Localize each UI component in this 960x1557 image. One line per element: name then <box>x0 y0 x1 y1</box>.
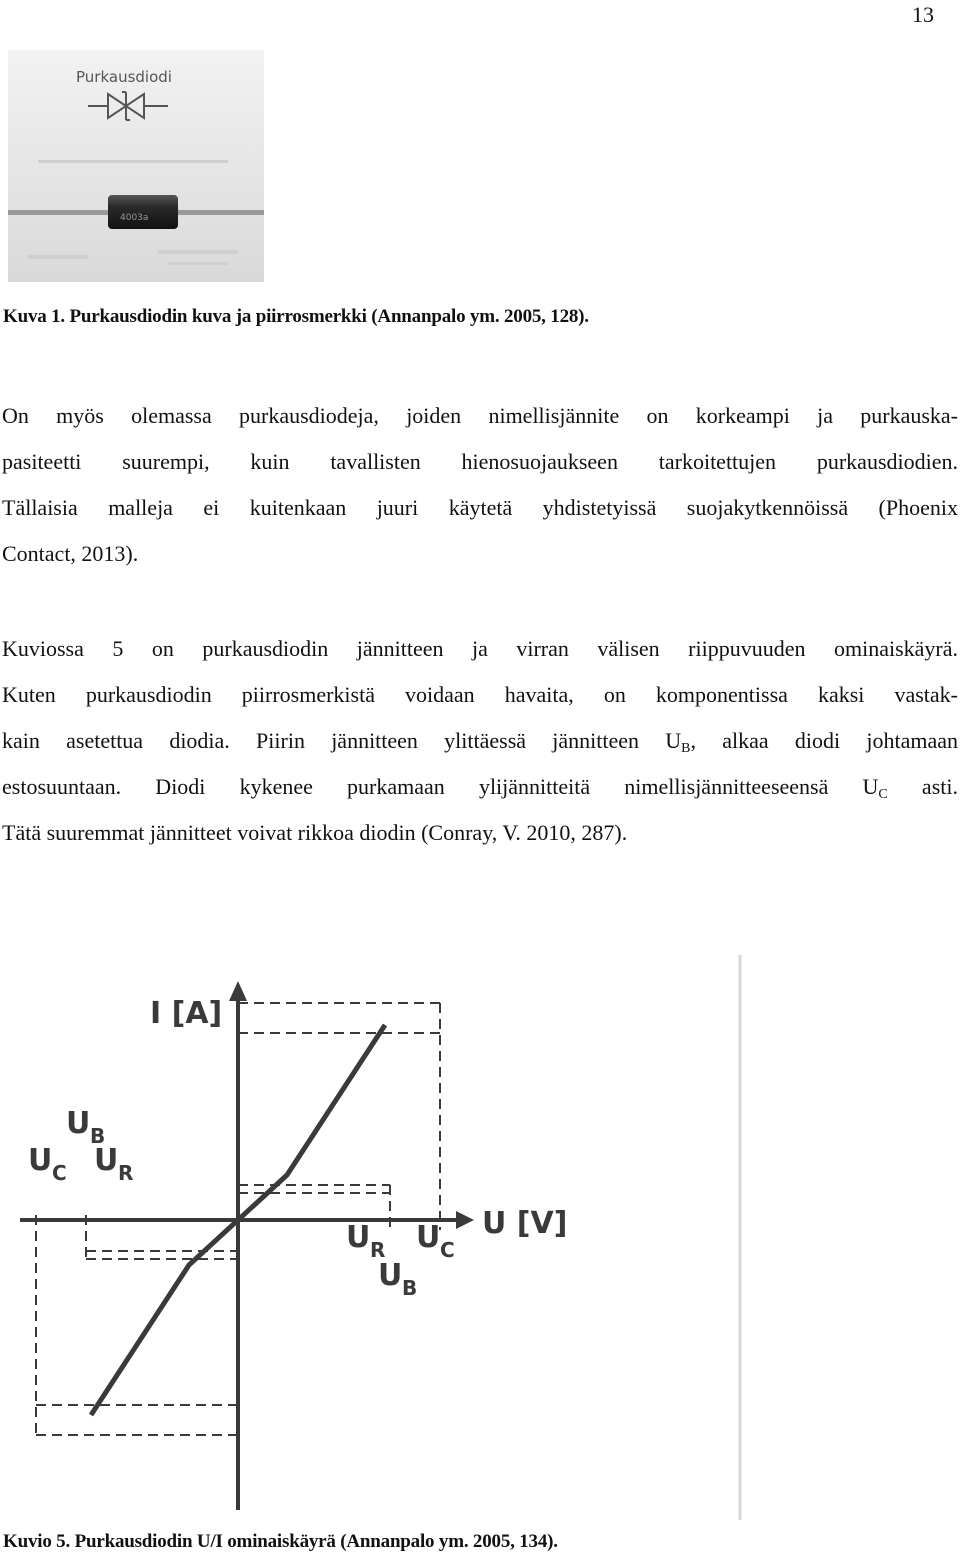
label-ur-pos-subscript: R <box>370 1238 386 1262</box>
surge-diode-photo <box>8 50 264 282</box>
label-uc-neg-letter: U <box>28 1143 53 1178</box>
paragraph-2-line: Kuten purkausdiodin piirrosmerkistä voidaan havaita, on komponentissa kaksi vastak- <box>2 682 958 707</box>
component-marking: 4003a <box>120 213 149 223</box>
diode-body <box>108 195 178 229</box>
symbol-label: Purkausdiodi <box>76 68 172 86</box>
label-ub-pos-subscript: B <box>402 1276 418 1300</box>
paragraph-2-line: Tätä suuremmat jännitteet voivat rikkoa diodin (Conray, V. 2010, 287). <box>2 820 628 845</box>
y-axis-label: I [A] <box>150 996 223 1031</box>
label-ur-neg-letter: U <box>94 1143 119 1178</box>
paragraph-1-line: Contact, 2013). <box>2 541 139 566</box>
page-number: 13 <box>912 2 934 27</box>
paragraph-2-line: Kuviossa 5 on purkausdiodin jännitteen ja virran välisen riippuvuuden ominaiskäyrä. <box>2 636 958 661</box>
label-ur-neg-subscript: R <box>118 1161 134 1185</box>
label-uc-neg-subscript: C <box>52 1161 67 1185</box>
paragraph-1-line: pasiteetti suurempi, kuin tavallisten hienosuojaukseen tarkoitettujen purkausdiodien. <box>2 449 958 474</box>
x-axis-arrow <box>456 1211 474 1229</box>
label-uc-pos-letter: U <box>416 1220 441 1255</box>
label-ub-neg-letter: U <box>66 1106 91 1141</box>
x-axis-label: U [V] <box>482 1206 568 1241</box>
paragraph-2-line: kain asetettua diodia. Piirin jännitteen ylittäessä jännitteen $U_B$, alkaa diodi johtamaan <box>2 728 959 756</box>
paragraph-2-line: estosuuntaan. Diodi kykenee purkamaan ylijännitteitä nimellisjännitteeseensä $U_C$ asti. <box>2 774 958 802</box>
paragraph-1 <box>2 393 958 577</box>
figure2-caption: Kuvio 5. Purkausdiodin U/I ominaiskäyrä (Annanpalo ym. 2005, 134). <box>3 1531 558 1552</box>
label-ub-pos-letter: U <box>378 1258 403 1293</box>
y-axis-arrow <box>229 981 247 1001</box>
paragraph-1-line: On myös olemassa purkausdiodeja, joiden nimellisjännite on korkeampi ja purkauska- <box>2 403 958 428</box>
label-uc-pos-subscript: C <box>440 1238 455 1262</box>
label-ur-pos-letter: U <box>346 1220 371 1255</box>
paragraph-1-line: Tällaisia malleja ei kuitenkaan juuri käytetä yhdistetyissä suojakytkennöissä (Phoenix <box>2 495 958 520</box>
label-ub-neg-subscript: B <box>90 1124 106 1148</box>
figure1-caption: Kuva 1. Purkausdiodin kuva ja piirrosmerkki (Annanpalo ym. 2005, 128). <box>3 306 589 327</box>
ui-characteristic-chart <box>0 955 745 1520</box>
paragraph-2 <box>2 626 958 856</box>
